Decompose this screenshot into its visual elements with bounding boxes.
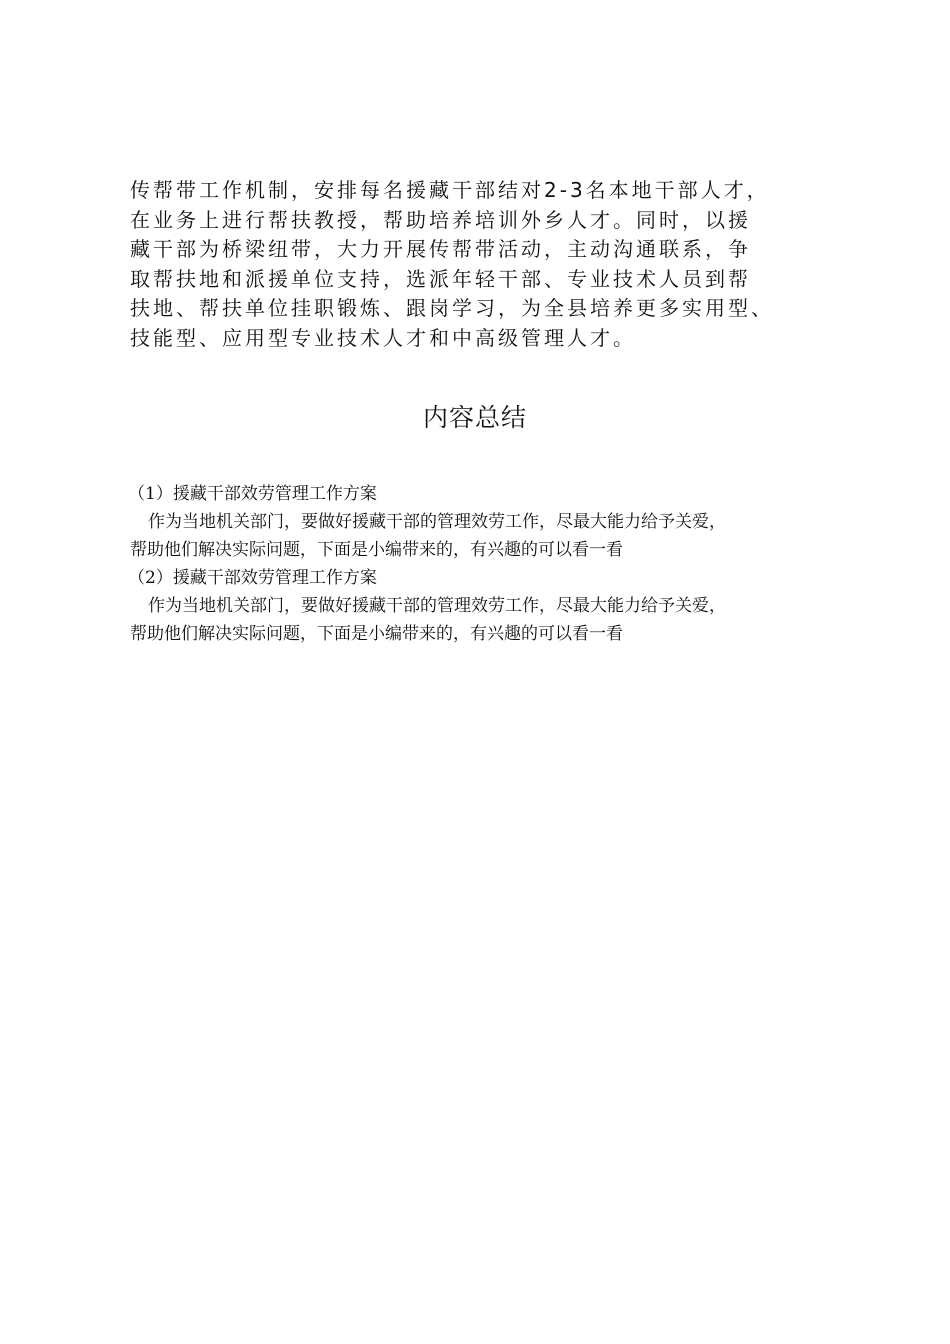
summary-entry-line: 帮助他们解决实际问题，下面是小编带来的，有兴趣的可以看一看 [130, 540, 623, 560]
summary-entry-line: 帮助他们解决实际问题，下面是小编带来的，有兴趣的可以看一看 [130, 624, 623, 644]
body-line: 技能型、应用型专业技术人才和中高级管理人才。 [130, 325, 636, 350]
body-line: 扶地、帮扶单位挂职锻炼、跟岗学习，为全县培养更多实用型、 [130, 296, 774, 320]
summary-list [130, 480, 842, 648]
body-paragraph [130, 176, 842, 353]
body-line: 传帮带工作机制，安排每名援藏干部结对2-3名本地干部人才， [130, 178, 770, 202]
body-line: 在业务上进行帮扶教授，帮助培养培训外乡人才。同时，以援 [130, 207, 751, 232]
summary-entry-description [130, 508, 842, 564]
summary-entry [130, 480, 842, 564]
summary-entry-description [130, 592, 842, 648]
summary-entry-line: 作为当地机关部门，要做好援藏干部的管理效劳工作，尽最大能力给予关爱， [148, 512, 726, 532]
summary-entry-title: （1）援藏干部效劳管理工作方案 [128, 484, 377, 504]
summary-entry-line: 作为当地机关部门，要做好援藏干部的管理效劳工作，尽最大能力给予关爱， [148, 596, 726, 616]
summary-entry [130, 564, 842, 648]
body-line: 取帮扶地和派援单位支持，选派年轻干部、专业技术人员到帮 [130, 266, 751, 291]
summary-heading: 内容总结 [422, 403, 527, 432]
body-line: 藏干部为桥梁纽带，大力开展传帮带活动，主动沟通联系，争 [130, 237, 751, 261]
summary-entry-title: （2）援藏干部效劳管理工作方案 [128, 568, 377, 588]
